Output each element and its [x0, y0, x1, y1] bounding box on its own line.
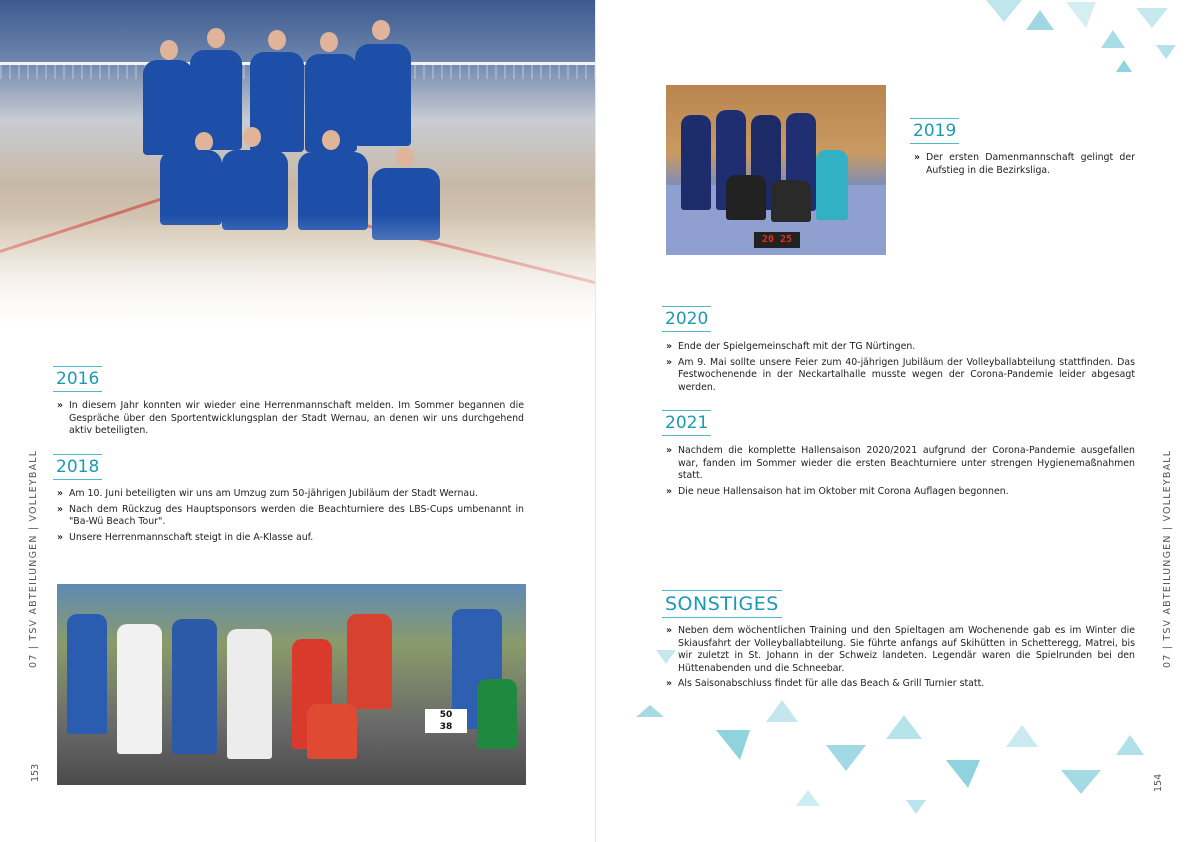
player	[355, 44, 411, 146]
player-head	[396, 147, 414, 167]
mens-team-photo	[0, 0, 595, 335]
list-item: » Nach dem Rückzug des Hauptsponsors werden die Beachturniere des LBS-Cups umbenannt in "Ba-Wü Beach Tour".	[57, 503, 524, 528]
list-item: » Am 9. Mai sollte unsere Feier zum 40-jährigen Jubiläum der Volleyballabteilung stattfinden. Das Festwochenende in der Neckartalhalle musste wegen der Corona-Pandemie leider abgesagt werden.	[666, 356, 1135, 393]
section-heading-2018: 2018	[53, 454, 102, 480]
list-item: » Nachdem die komplette Hallensaison 2020/2021 aufgrund der Corona-Pandemie ausgefallen war, fanden im Sommer wieder die ersten Beachturniere unter strengen Hygienemaßnahmen statt.	[666, 445, 1135, 482]
triangle-decoration	[1101, 30, 1125, 48]
bullet-icon: »	[914, 152, 921, 163]
triangle-decoration	[636, 705, 664, 717]
list-item: » Der ersten Damenmannschaft gelingt der Aufstieg in die Bezirksliga.	[914, 152, 1135, 176]
section-sonstiges-list	[666, 625, 1135, 691]
list-item: » Die neue Hallensaison hat im Oktober mit Corona Auflagen begonnen.	[666, 485, 1009, 497]
triangle-decoration	[1116, 60, 1132, 72]
player-head	[320, 32, 338, 52]
section-2018-list	[57, 488, 524, 544]
triangle-decoration	[1116, 735, 1144, 755]
person	[347, 614, 392, 709]
triangle-decoration	[906, 800, 926, 814]
bullet-icon: »	[666, 356, 673, 368]
player-head	[243, 127, 261, 147]
person	[227, 629, 272, 759]
list-item: » Unsere Herrenmannschaft steigt in die A-Klasse auf.	[57, 531, 314, 543]
bullet-icon: »	[666, 445, 673, 456]
person	[117, 624, 162, 754]
triangle-decoration	[1066, 2, 1096, 28]
section-heading-2019: 2019	[910, 118, 959, 144]
person	[307, 704, 357, 759]
left-page	[0, 0, 595, 842]
triangle-decoration	[826, 745, 866, 771]
player	[160, 150, 222, 225]
triangle-decoration	[716, 730, 750, 760]
person	[477, 679, 517, 749]
section-2020-list	[666, 341, 1135, 394]
section-heading-2016: 2016	[53, 366, 102, 392]
player-head	[207, 28, 225, 48]
player-head	[322, 130, 340, 150]
person	[726, 175, 766, 220]
parade-group-photo	[57, 584, 526, 785]
person	[67, 614, 107, 734]
running-header: 07 | TSV ABTEILUNGEN | VOLLEYBALL	[28, 449, 39, 668]
player-head	[268, 30, 286, 50]
bullet-icon: »	[666, 678, 673, 690]
bullet-icon: »	[57, 488, 64, 499]
person	[681, 115, 711, 210]
bullet-icon: »	[57, 503, 64, 515]
player	[143, 60, 193, 155]
player-head	[195, 132, 213, 152]
number-sign: 50 38	[425, 709, 467, 733]
triangle-decoration	[1156, 45, 1176, 59]
section-heading-sonstiges: SONSTIGES	[662, 590, 782, 618]
section-2021-list	[666, 445, 1135, 498]
triangle-decoration	[1136, 8, 1168, 28]
list-item: » Als Saisonabschluss findet für alle das Beach & Grill Turnier statt.	[666, 678, 985, 690]
bullet-icon: »	[57, 531, 64, 543]
list-item: » Ende der Spielgemeinschaft mit der TG Nürtingen.	[666, 341, 916, 352]
bullet-icon: »	[57, 400, 64, 411]
person	[816, 150, 848, 220]
triangle-decoration	[986, 0, 1022, 22]
section-heading-2021: 2021	[662, 410, 711, 436]
bullet-icon: »	[666, 625, 673, 636]
person	[172, 619, 217, 754]
page-number: 154	[1153, 773, 1164, 792]
right-page	[596, 0, 1191, 842]
section-heading-2020: 2020	[662, 306, 711, 332]
list-item: » Neben dem wöchentlichen Training und den Spieltagen am Wochenende gab es im Winter die Skiausfahrt der Volleyballabteilung. Sie führte anfangs auf Skihütten in Schetteregg, Matrei, bis wir zuletzt in St. Johann in der Schweiz landeten. Legendär waren die Spielrunden bei den Hüttenabenden und die Schneebar.	[666, 625, 1135, 674]
list-item: » In diesem Jahr konnten wir wieder eine Herrenmannschaft melden. Im Sommer begannen die Gespräche über den Sportentwicklungsplan der Stadt Wernau, an denen wir uns durchgehend aktiv beteiligten.	[57, 400, 524, 437]
bullet-icon: »	[666, 341, 673, 352]
list-item: » Am 10. Juni beteiligten wir uns am Umzug zum 50-jährigen Jubiläum der Stadt Wernau.	[57, 488, 479, 499]
section-2019-list	[914, 152, 1135, 177]
section-2016-list	[57, 400, 524, 438]
triangle-decoration	[1026, 10, 1054, 30]
triangle-decoration	[766, 700, 798, 722]
scoreboard: 20 25	[754, 232, 800, 248]
triangle-decoration	[1061, 770, 1101, 794]
photo-fade	[0, 215, 595, 335]
player-head	[372, 20, 390, 40]
triangle-decoration	[886, 715, 922, 739]
player-head	[160, 40, 178, 60]
triangle-decoration	[946, 760, 980, 788]
triangle-decoration	[796, 790, 820, 806]
page-number: 153	[30, 763, 41, 782]
womens-team-photo	[666, 85, 886, 255]
bullet-icon: »	[666, 485, 673, 497]
person	[771, 180, 811, 222]
running-header: 07 | TSV ABTEILUNGEN | VOLLEYBALL	[1162, 449, 1173, 668]
triangle-decoration	[1006, 725, 1038, 747]
